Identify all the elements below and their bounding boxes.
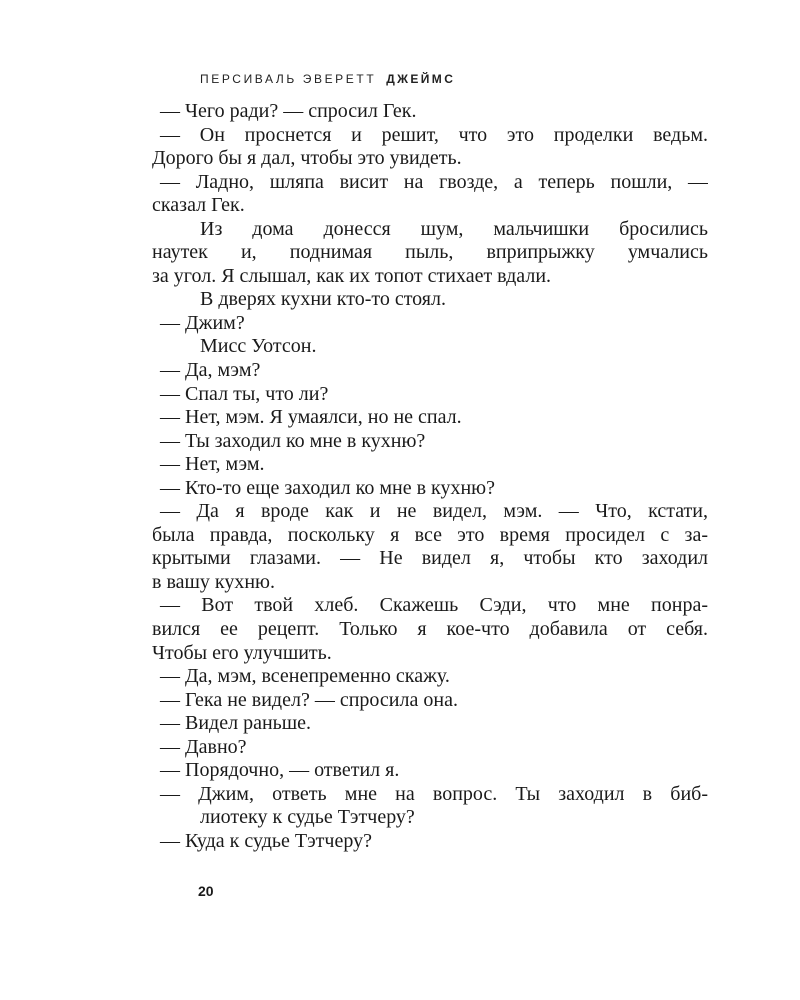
- text-line: сказал Гек.: [152, 194, 245, 217]
- text-line: — Нет, мэм.: [160, 453, 265, 476]
- body-text: [152, 100, 708, 854]
- text-line: — Джим?: [160, 311, 245, 334]
- running-head-author: ПЕРСИВАЛЬ ЭВЕРЕТТ: [200, 72, 377, 86]
- text-line: — Ладно, шляпа висит на гвозде, а теперь пошли, —: [160, 170, 708, 193]
- text-line: — Да я вроде как и не видел, мэм. — Что, кстати,: [160, 500, 708, 523]
- text-line: крытыми глазами. — Не видел я, чтобы кто заходил: [152, 547, 708, 570]
- text-line: — Спал ты, что ли?: [160, 382, 329, 405]
- page-number: 20: [198, 883, 214, 899]
- text-line: за угол. Я слышал, как их топот стихает вдали.: [152, 264, 552, 287]
- text-line: — Ты заходил ко мне в кухню?: [160, 429, 426, 452]
- text-line: — Джим, ответь мне на вопрос. Ты заходил в биб-: [160, 782, 708, 805]
- text-line: — Нет, мэм. Я умаялси, но не спал.: [160, 406, 462, 429]
- text-line: — Кто-то еще заходил ко мне в кухню?: [160, 476, 495, 499]
- running-head: [200, 72, 455, 86]
- text-line: — Да, мэм, всенепременно скажу.: [160, 665, 450, 688]
- text-line: — Да, мэм?: [160, 359, 261, 382]
- text-line: — Видел раньше.: [160, 712, 312, 735]
- text-line: — Давно?: [160, 735, 247, 758]
- text-line: — Гека не видел? — спросила она.: [160, 688, 458, 711]
- text-line: — Порядочно, — ответил я.: [160, 759, 400, 782]
- text-line: лиотеку к судье Тэтчеру?: [200, 806, 415, 829]
- text-line: в вашу кухню.: [152, 570, 275, 593]
- running-head-title: ДЖЕЙМС: [386, 72, 456, 86]
- text-line: В дверях кухни кто-то стоял.: [200, 288, 446, 311]
- text-line: — Он проснется и решит, что это проделки ведьм.: [160, 123, 708, 146]
- text-line: — Вот твой хлеб. Скажешь Сэди, что мне понра-: [160, 594, 708, 617]
- text-line: была правда, поскольку я все это время просидел с за-: [152, 523, 708, 546]
- text-line: Дорого бы я дал, чтобы это увидеть.: [152, 147, 462, 170]
- text-line: вился ее рецепт. Только я кое-что добавила от себя.: [152, 618, 708, 641]
- text-line: Мисс Уотсон.: [200, 335, 317, 358]
- text-line: Чтобы его улучшить.: [152, 641, 332, 664]
- text-line: — Чего ради? — спросил Гек.: [160, 100, 417, 122]
- text-line: наутек и, поднимая пыль, вприпрыжку умчались: [152, 241, 708, 264]
- text-line: Из дома донесся шум, мальчишки бросились: [200, 217, 708, 240]
- text-line: — Куда к судье Тэтчеру?: [160, 829, 372, 852]
